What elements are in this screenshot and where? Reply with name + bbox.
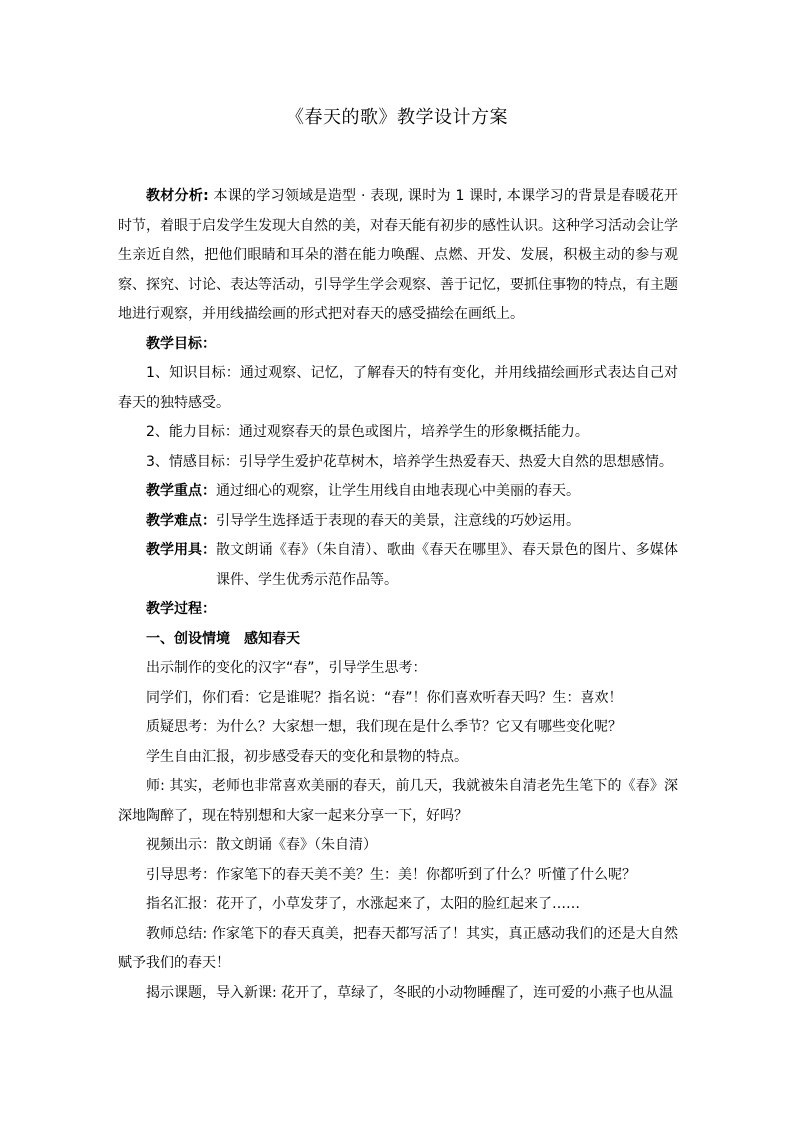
difficulty-paragraph — [118, 507, 678, 537]
analysis-text: 本课的学习领域是造型 · 表现, 课时为 1 课时, 本课学习的背景是春暖花开时节，着眼于启发学生发现大自然的美，对春天能有初步的感性认识。这种学习活动会让学生亲近自然，把他们眼睛和耳朵的潜在能力唤醒、点燃、开发、发展，积极主动的参与观察、探究、讨论、表达等活动，引导学生学会观察、善于记忆，要抓住事物的特点，有主题地进行观察，并用线描绘画的形式把对春天的感受描绘在画纸上。 — [118, 188, 678, 322]
process-paragraph: 揭示课题，导入新课: 花开了，草绿了，冬眠的小动物睡醒了，连可爱的小燕子也从温 — [146, 984, 674, 1001]
process-heading: 教学过程： — [146, 601, 216, 617]
objective-item: 1、知识目标：通过观察、记忆，了解春天的特有变化，并用线描绘画形式表达自己对春天的独特感受。 — [118, 365, 678, 411]
key-point-label: 教学重点： — [146, 483, 216, 499]
process-paragraph: 师: 其实，老师也非常喜欢美丽的春天，前几天，我就被朱自清老先生笔下的《春》深深地陶醉了，现在特别想和大家一起来分享一下，好吗？ — [118, 778, 678, 824]
analysis-paragraph — [118, 182, 678, 330]
process-paragraph: 教师总结: 作家笔下的春天真美，把春天都写活了！其实，真正感动我们的还是大自然赋予我们的春天！ — [118, 925, 678, 971]
objectives-heading: 教学目标： — [146, 335, 216, 352]
key-point-paragraph — [118, 477, 678, 507]
materials-paragraph — [118, 536, 678, 595]
document-body — [118, 182, 678, 1008]
process-paragraph: 视频出示：散文朗诵《春》（朱自清） — [146, 837, 377, 853]
objective-item: 3、情感目标：引导学生爱护花草树木，培养学生热爱春天、热爱大自然的思想感情。 — [146, 453, 673, 470]
analysis-label: 教材分析: — [146, 188, 209, 204]
objective-item: 2、能力目标：通过观察春天的景色或图片，培养学生的形象概括能力。 — [146, 424, 589, 440]
document-title: 《春天的歌》教学设计方案 — [286, 107, 508, 128]
process-paragraph: 质疑思考：为什么？大家想一想，我们现在是什么季节？它又有哪些变化呢？ — [146, 719, 622, 735]
materials-text: 散文朗诵《春》（朱自清）、歌曲《春天在哪里》、春天景色的图片、多媒体课件、学生优秀示范作品等。 — [216, 542, 678, 588]
materials-label: 教学用具： — [146, 542, 216, 558]
difficulty-label: 教学难点： — [146, 512, 216, 529]
section-heading: 一、创设情境 感知春天 — [146, 630, 300, 647]
difficulty-text: 引导学生选择适于表现的春天的美景，注意线的巧妙运用。 — [216, 512, 580, 529]
process-paragraph: 引导思考：作家笔下的春天美不美？生：美！你都听到了什么？听懂了什么呢？ — [146, 866, 636, 883]
process-paragraph: 指名汇报：花开了，小草发芽了，水涨起来了，太阳的脸红起来了…… — [146, 896, 580, 912]
process-paragraph: 学生自由汇报，初步感受春天的变化和景物的特点。 — [146, 748, 468, 765]
process-paragraph: 出示制作的变化的汉字“春”，引导学生思考： — [146, 660, 427, 676]
process-paragraph: 同学们，你们看：它是谁呢？指名说：“春”！你们喜欢听春天吗？生：喜欢！ — [146, 689, 623, 706]
key-point-text: 通过细心的观察，让学生用线自由地表现心中美丽的春天。 — [216, 483, 580, 499]
